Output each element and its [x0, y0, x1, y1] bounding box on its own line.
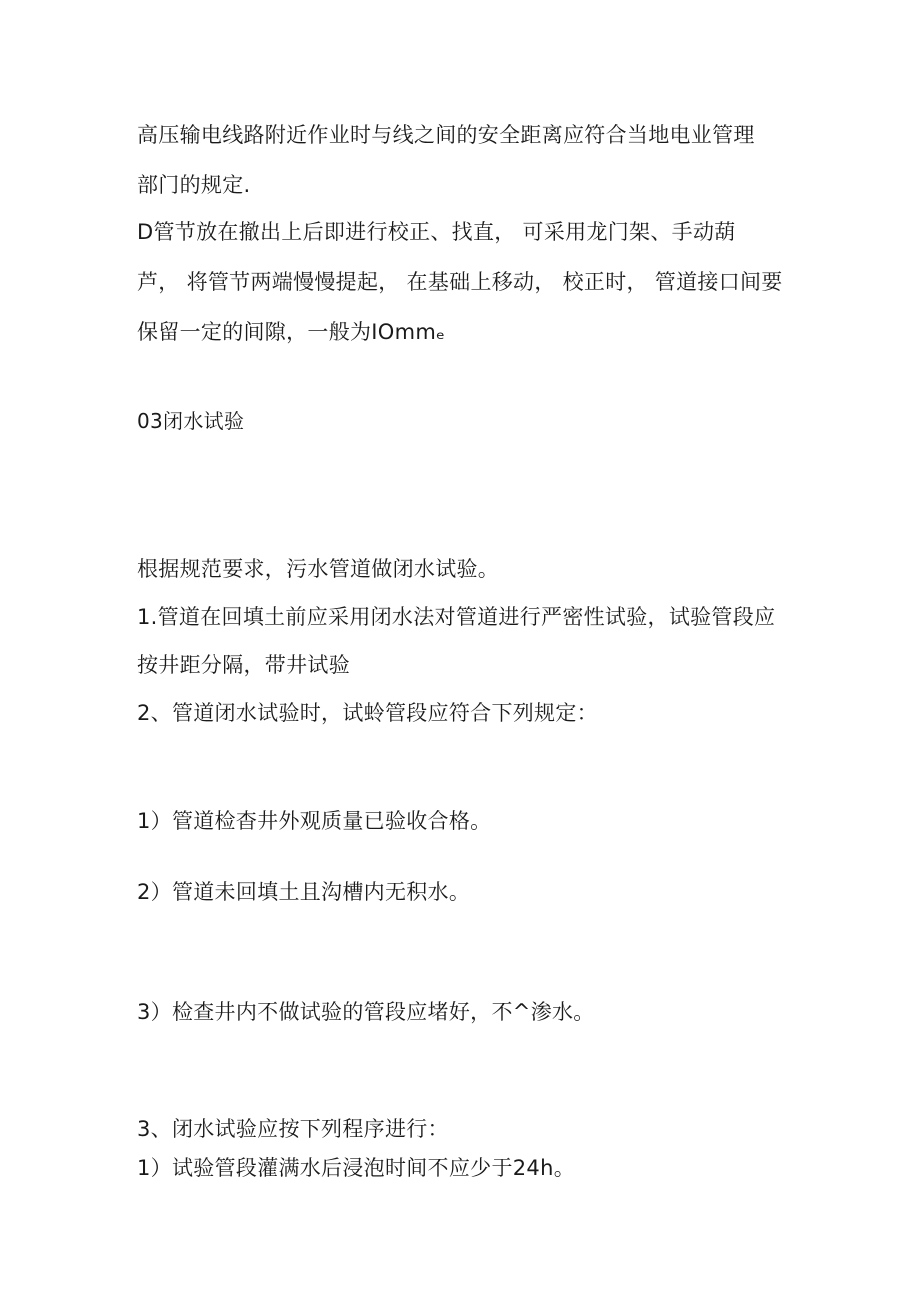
paragraph-line: D管节放在撤出上后即进行校正、找直， 可采用龙门架、手动葫 — [137, 220, 736, 244]
list-item: 1）管道检杳井外观质量已验收合格。 — [137, 809, 492, 833]
list-item: 2）管道未回填土且沟槽内无积水。 — [137, 880, 471, 904]
paragraph-line: 部门的规定. — [137, 173, 251, 197]
paragraph-line: 高压输电线路附近作业时与线之间的安全距离应符合当地电业管理 — [137, 123, 755, 147]
paragraph-line: 芦， 将管节两端慢慢提起， 在基础上移动， 校正时， 管道接口间要 — [137, 270, 783, 294]
paragraph-line: 根据规范要求，污水管道做闭水试验。 — [137, 557, 500, 581]
paragraph-line: 按井距分隔，带井试验 — [137, 653, 350, 677]
section-heading: 03闭水试验 — [137, 409, 245, 433]
list-item: 3、闭水试验应按下列程序进行： — [137, 1117, 449, 1141]
paragraph-line: 保留一定的间隙，一般为IOmmₑ — [137, 320, 446, 344]
list-item: 3）检查井内不做试验的管段应堵好，不^渗水。 — [137, 1000, 595, 1024]
paragraph-line: 2、管道闭水试验时，试蛉管段应符合下列规定： — [137, 701, 598, 725]
list-item: 1）试验管段灌满水后浸泡时间不应少于24h。 — [137, 1156, 575, 1180]
paragraph-line: 1.管道在回填土前应采用闭水法对管道进行严密性试验，试验管段应 — [137, 605, 776, 629]
